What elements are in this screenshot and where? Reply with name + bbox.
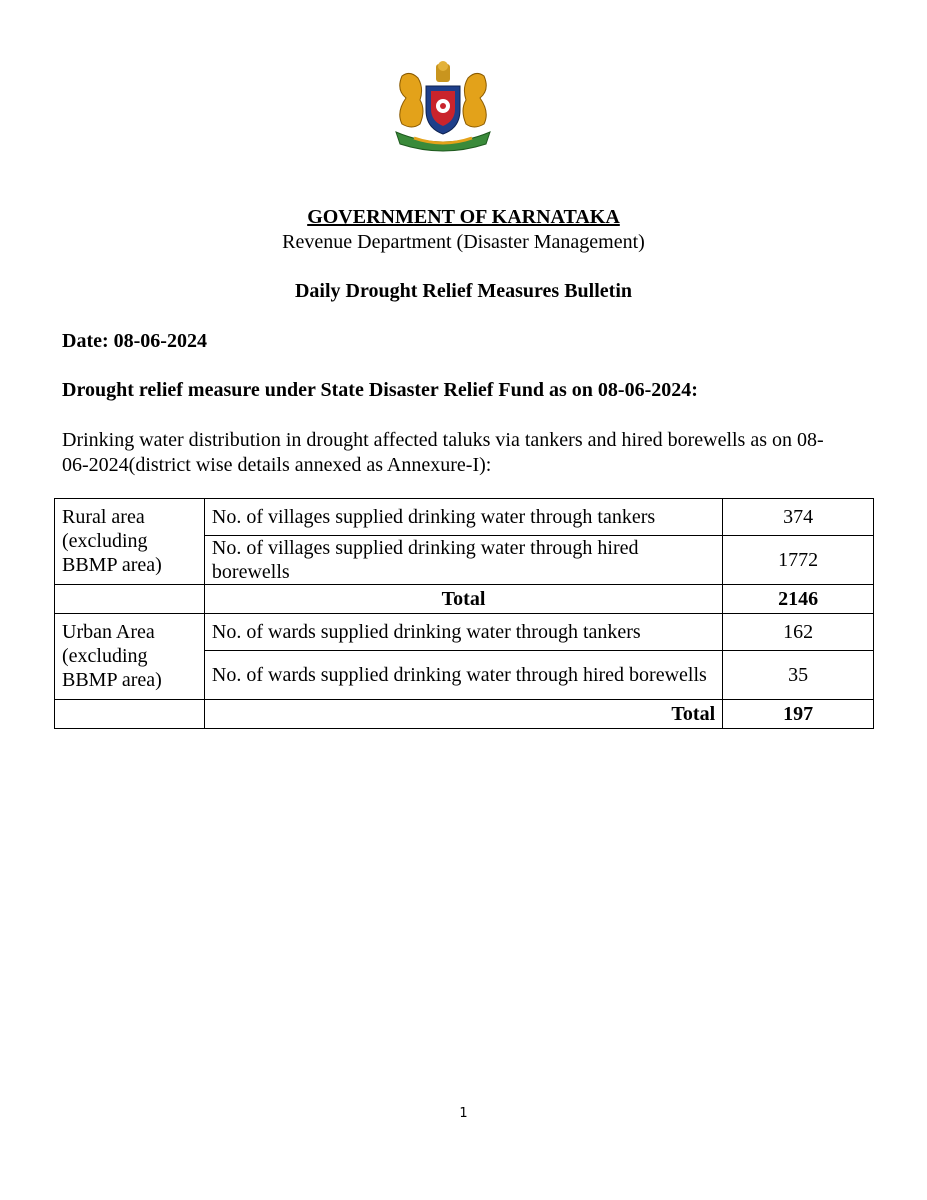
department-subtitle: Revenue Department (Disaster Management) — [282, 231, 645, 253]
rural-total-value: 2146 — [723, 585, 874, 614]
rural-total-label: Total — [204, 585, 722, 614]
urban-borewells-value: 35 — [723, 651, 874, 700]
urban-area-label: Urban Area (excluding BBMP area) — [55, 614, 205, 700]
intro-paragraph: Drinking water distribution in drought affected taluks via tankers and hired borewells as on 08-06-2024(district wise details annexed as Annexure-I): — [62, 429, 824, 476]
urban-borewells-description: No. of wards supplied drinking water through hired borewells — [204, 651, 722, 700]
table-row — [55, 585, 874, 614]
rural-tankers-value: 374 — [723, 499, 874, 536]
bulletin-title: Daily Drought Relief Measures Bulletin — [294, 280, 633, 302]
government-title: GOVERNMENT OF KARNATAKA — [307, 206, 620, 228]
bulletin-date: Date: 08-06-2024 — [62, 330, 207, 352]
page-number: 1 — [459, 1106, 468, 1121]
section-heading: Drought relief measure under State Disaster Relief Fund as on 08-06-2024: — [62, 379, 698, 401]
table-row — [55, 499, 874, 536]
urban-tankers-description: No. of wards supplied drinking water through tankers — [204, 614, 722, 651]
rural-borewells-description: No. of villages supplied drinking water through hired borewells — [204, 536, 722, 585]
urban-tankers-value: 162 — [723, 614, 874, 651]
rural-area-label: Rural area (excluding BBMP area) — [55, 499, 205, 585]
karnataka-emblem-icon — [386, 58, 500, 154]
empty-cell — [55, 585, 205, 614]
table-row — [55, 700, 874, 729]
rural-borewells-value: 1772 — [723, 536, 874, 585]
rural-tankers-description: No. of villages supplied drinking water through tankers — [204, 499, 722, 536]
table-row — [55, 614, 874, 651]
urban-total-value: 197 — [723, 700, 874, 729]
relief-table — [54, 498, 874, 729]
empty-cell — [55, 700, 205, 729]
urban-total-label: Total — [204, 700, 722, 729]
